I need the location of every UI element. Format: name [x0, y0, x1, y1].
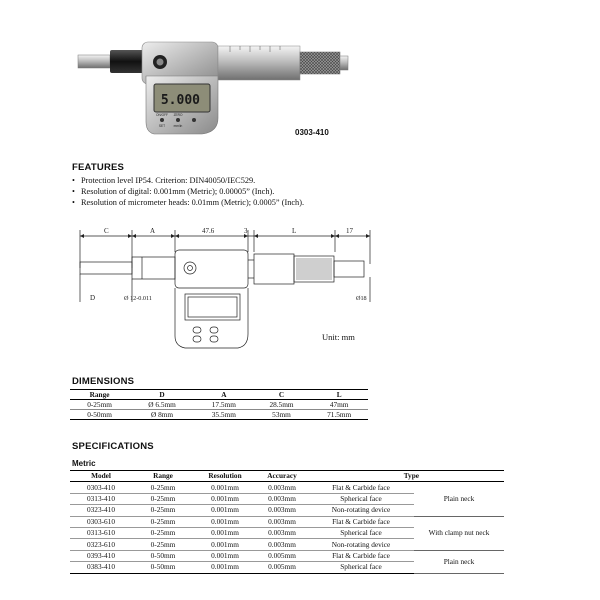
- dim-label-47-6: 47.6: [202, 227, 215, 235]
- dim-label-dia-12: Ø 12-0.011: [124, 295, 152, 302]
- table-cell: Ø 6.5mm: [129, 400, 195, 410]
- specifications-title: SPECIFICATIONS: [72, 441, 154, 452]
- table-cell: 0.001mm: [194, 482, 256, 493]
- table-cell: 0-25mm: [70, 400, 129, 410]
- button-label-onoff: ON/OFF: [155, 113, 169, 117]
- group-label: Plain neck: [414, 550, 504, 573]
- button-label-unit: mm/in: [173, 124, 183, 128]
- table-cell: 0-50mm: [132, 562, 194, 573]
- dim-label-dia-18: Ø18: [356, 295, 367, 302]
- table-cell: 0-50mm: [132, 550, 194, 561]
- column-header: Model: [70, 471, 132, 482]
- features-title: FEATURES: [72, 162, 125, 173]
- table-cell: Non-rotating device: [308, 539, 414, 550]
- column-header: Range: [132, 471, 194, 482]
- group-label: Plain neck: [414, 482, 504, 516]
- table-cell: 0.003mm: [256, 505, 308, 516]
- feature-item: • Resolution of micrometer heads: 0.01mm (Metric); 0.0005” (Inch).: [72, 197, 304, 208]
- table-cell: 0.003mm: [256, 493, 308, 504]
- table-cell: Spherical face: [308, 493, 414, 504]
- table-cell: 0.001mm: [194, 539, 256, 550]
- column-header: Type: [308, 471, 504, 482]
- column-header: D: [129, 390, 195, 400]
- table-cell: Non-rotating device: [308, 505, 414, 516]
- table-cell: 0383-410: [70, 562, 132, 573]
- table-cell: 0313-610: [70, 527, 132, 538]
- table-cell: 0.003mm: [256, 527, 308, 538]
- table-cell: 71.5mm: [310, 410, 368, 420]
- table-header-row: [70, 390, 368, 400]
- dim-label-l: L: [292, 227, 297, 235]
- table-row: [70, 516, 504, 527]
- dim-label-a: A: [150, 227, 156, 235]
- table-cell: 17.5mm: [195, 400, 253, 410]
- feature-item: • Protection level IP54. Criterion: DIN40050/IEC529.: [72, 175, 304, 186]
- button-label-set: SET: [158, 124, 166, 128]
- model-caption: 0303-410: [295, 128, 329, 137]
- table-cell: 0-25mm: [132, 527, 194, 538]
- group-label: With clamp nut neck: [414, 516, 504, 550]
- table-cell: 28.5mm: [253, 400, 311, 410]
- set-button[interactable]: [176, 118, 180, 122]
- table-cell: 0.003mm: [256, 539, 308, 550]
- table-cell: 0323-610: [70, 539, 132, 550]
- dim-label-17: 17: [346, 227, 353, 235]
- table-cell: 0-25mm: [132, 505, 194, 516]
- table-cell: 0.005mm: [256, 562, 308, 573]
- column-header: Range: [70, 390, 129, 400]
- specifications-table: [70, 470, 504, 574]
- table-cell: 0393-410: [70, 550, 132, 561]
- table-cell: 0323-410: [70, 505, 132, 516]
- table-header-row: [70, 471, 504, 482]
- lcd-reading: 5.000: [160, 93, 200, 108]
- table-cell: 0.001mm: [194, 505, 256, 516]
- table-cell: 0303-610: [70, 516, 132, 527]
- table-cell: 0.001mm: [194, 516, 256, 527]
- table-cell: 0313-410: [70, 493, 132, 504]
- feature-item: • Resolution of digital: 0.001mm (Metric); 0.00005” (Inch).: [72, 186, 304, 197]
- table-cell: 0.003mm: [256, 516, 308, 527]
- table-cell: 0-25mm: [132, 516, 194, 527]
- column-header: C: [253, 390, 311, 400]
- unit-button[interactable]: [192, 118, 196, 122]
- table-row: [70, 550, 504, 561]
- table-cell: 35.5mm: [195, 410, 253, 420]
- table-cell: 0.005mm: [256, 550, 308, 561]
- table-cell: 0-25mm: [132, 493, 194, 504]
- table-cell: 0-25mm: [132, 539, 194, 550]
- table-cell: Ø 8mm: [129, 410, 195, 420]
- table-cell: 47mm: [310, 400, 368, 410]
- table-row: [70, 400, 368, 410]
- units-label: Unit: mm: [322, 332, 355, 342]
- table-cell: 0.001mm: [194, 527, 256, 538]
- column-header: L: [310, 390, 368, 400]
- features-list: [72, 175, 304, 208]
- column-header: A: [195, 390, 253, 400]
- dim-label-c: C: [104, 227, 109, 235]
- table-cell: Spherical face: [308, 562, 414, 573]
- dimensions-table: [70, 389, 368, 420]
- table-cell: 0.001mm: [194, 493, 256, 504]
- table-cell: 0303-410: [70, 482, 132, 493]
- table-cell: 0.001mm: [194, 562, 256, 573]
- table-cell: 0-50mm: [70, 410, 129, 420]
- table-cell: 0.001mm: [194, 550, 256, 561]
- button-label-zero: ZERO: [173, 113, 183, 117]
- table-cell: 0.003mm: [256, 482, 308, 493]
- table-cell: Flat & Carbide face: [308, 482, 414, 493]
- table-cell: Flat & Carbide face: [308, 550, 414, 561]
- zero-button[interactable]: [160, 118, 164, 122]
- metric-label: Metric: [72, 459, 96, 468]
- table-cell: 0-25mm: [132, 482, 194, 493]
- table-row: [70, 410, 368, 420]
- table-row: [70, 482, 504, 493]
- table-cell: Flat & Carbide face: [308, 516, 414, 527]
- table-cell: Spherical face: [308, 527, 414, 538]
- table-cell: 53mm: [253, 410, 311, 420]
- column-header: Accuracy: [256, 471, 308, 482]
- column-header: Resolution: [194, 471, 256, 482]
- dim-label-d: D: [90, 294, 96, 302]
- dim-label-3: 3: [244, 227, 248, 235]
- dimensions-title: DIMENSIONS: [72, 376, 135, 387]
